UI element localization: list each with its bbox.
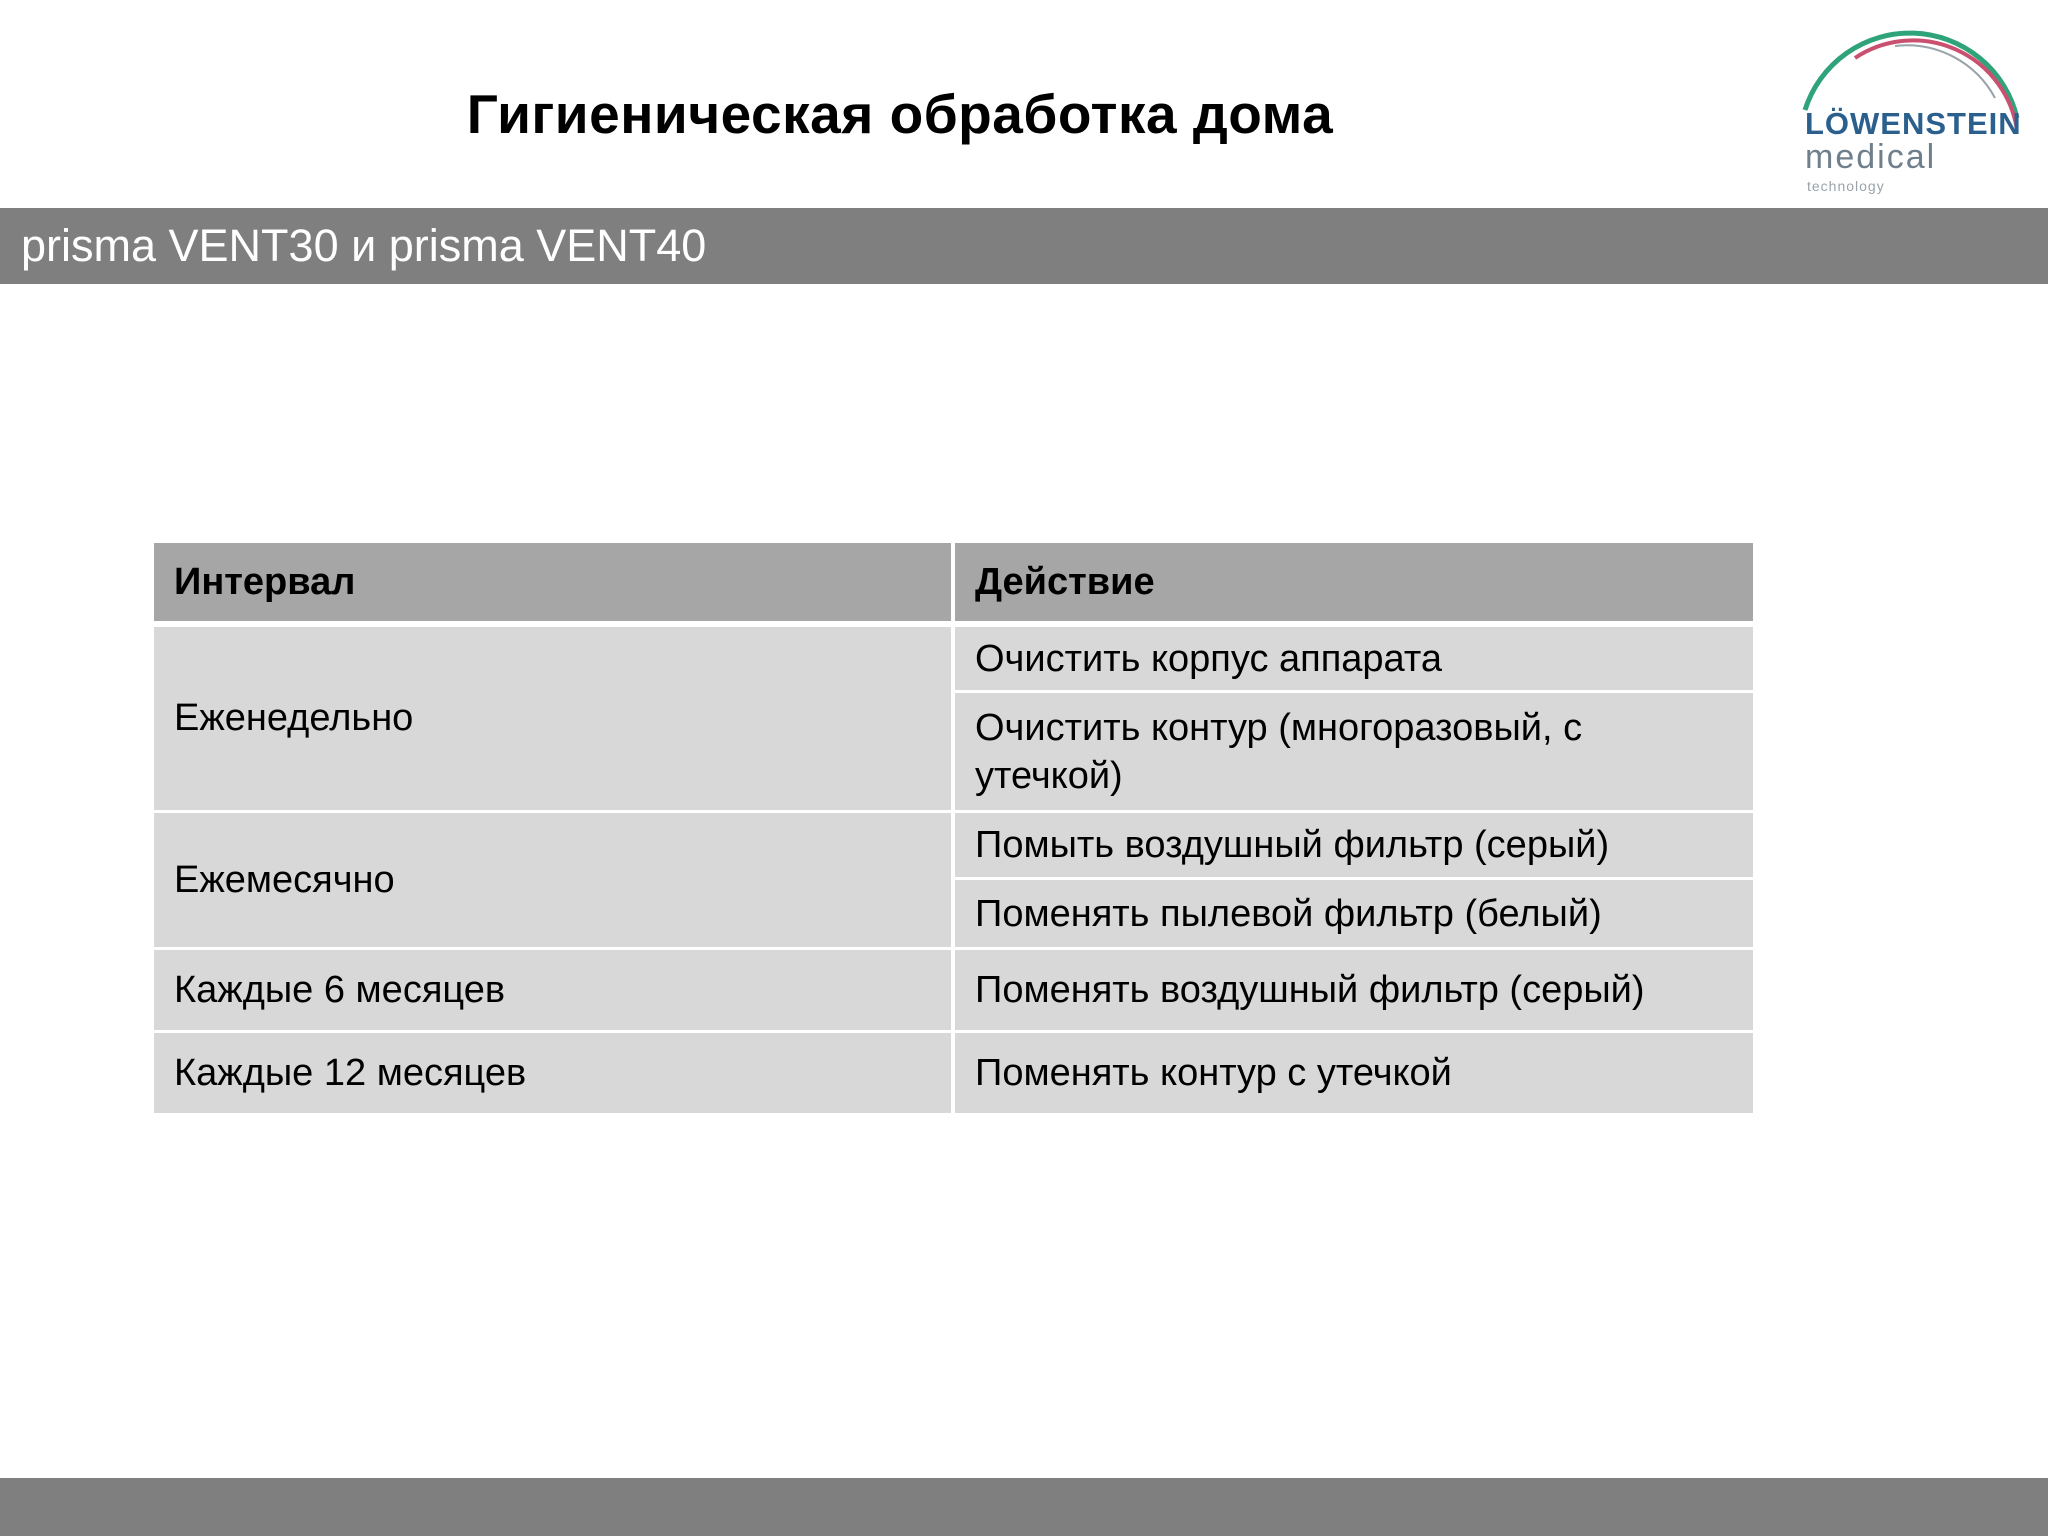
company-logo [1795, 18, 2025, 198]
action-cell: Помыть воздушный фильтр (серый) [955, 813, 1753, 877]
table-row [154, 813, 1753, 947]
table-row [154, 1033, 1753, 1113]
footer-bar [0, 1478, 2048, 1536]
header-interval: Интервал [154, 543, 951, 621]
slide-subtitle: prisma VENT30 и prisma VENT40 [21, 220, 707, 271]
interval-cell: Еженедельно [154, 627, 951, 810]
logo-brand-text: LÖWENSTEIN [1805, 106, 2022, 141]
slide-title: Гигиеническая обработка дома [466, 83, 1334, 145]
table-row [154, 627, 1753, 810]
interval-cell: Ежемесячно [154, 813, 951, 947]
interval-cell: Каждые 12 месяцев [154, 1033, 951, 1113]
action-cell: Поменять воздушный фильтр (серый) [955, 950, 1753, 1030]
header-action: Действие [955, 543, 1753, 621]
table-row [154, 950, 1753, 1030]
action-cell: Поменять пылевой фильтр (белый) [955, 880, 1753, 947]
action-cell: Очистить корпус аппарата [955, 627, 1753, 690]
action-cell: Очистить контур (многоразовый, с утечкой) [955, 693, 1753, 810]
table-header-row [154, 543, 1753, 621]
subtitle-bar [0, 208, 2048, 284]
logo-medical-text: medical [1805, 138, 1937, 176]
logo-technology-text: technology [1807, 178, 1885, 194]
interval-cell: Каждые 6 месяцев [154, 950, 951, 1030]
action-cell: Поменять контур с утечкой [955, 1033, 1753, 1113]
maintenance-table [154, 543, 1753, 1116]
